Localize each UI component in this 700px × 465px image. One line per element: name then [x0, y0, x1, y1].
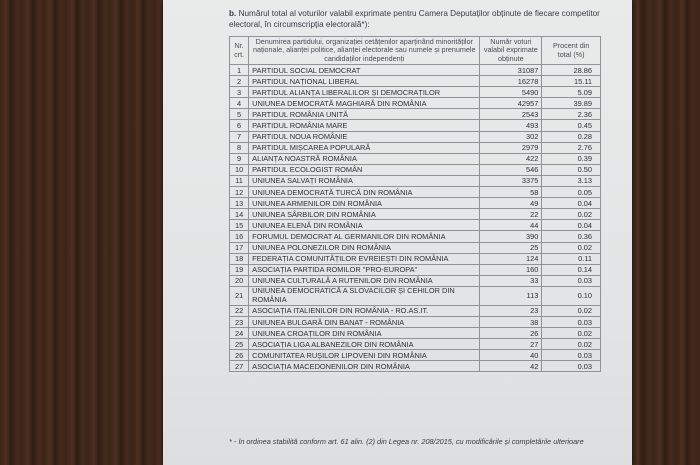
cell-nr: 16: [230, 231, 249, 242]
cell-nr: 8: [230, 142, 249, 153]
cell-nr: 10: [230, 164, 249, 175]
cell-votes: 40: [480, 350, 542, 361]
footnote: * - în ordinea stabilită conform art. 61 alin. (2) din Legea nr. 208/2015, cu modificările și completările ulterioare: [229, 437, 584, 446]
cell-name: UNIUNEA DEMOCRATĂ TURCĂ DIN ROMÂNIA: [249, 187, 480, 198]
results-table: [229, 36, 601, 372]
header-pct: Procent din total (%): [542, 37, 601, 65]
cell-votes: 546: [480, 164, 542, 175]
cell-nr: 2: [230, 76, 249, 87]
cell-votes: 302: [480, 131, 542, 142]
cell-name: ASOCIAȚIA ITALIENILOR DIN ROMÂNIA - RO.AS.IT.: [249, 305, 480, 316]
table-row: [230, 339, 601, 350]
cell-nr: 12: [230, 187, 249, 198]
section-letter: b.: [229, 9, 237, 18]
cell-name: PARTIDUL ALIANȚA LIBERALILOR ȘI DEMOCRAȚILOR: [249, 87, 480, 98]
table-row: [230, 109, 601, 120]
cell-name: PARTIDUL ECOLOGIST ROMÂN: [249, 164, 480, 175]
cell-votes: 124: [480, 253, 542, 264]
document-page: [163, 0, 632, 465]
cell-pct: 0.14: [542, 264, 601, 275]
cell-pct: 0.03: [542, 361, 601, 372]
cell-pct: 0.02: [542, 339, 601, 350]
cell-nr: 11: [230, 175, 249, 186]
cell-votes: 58: [480, 187, 542, 198]
cell-votes: 5490: [480, 87, 542, 98]
cell-nr: 7: [230, 131, 249, 142]
cell-name: UNIUNEA CULTURALĂ A RUTENILOR DIN ROMÂNIA: [249, 275, 480, 286]
cell-nr: 4: [230, 98, 249, 109]
cell-name: ASOCIAȚIA LIGA ALBANEZILOR DIN ROMÂNIA: [249, 339, 480, 350]
table-row: [230, 286, 601, 305]
cell-name: UNIUNEA DEMOCRATĂ MAGHIARĂ DIN ROMÂNIA: [249, 98, 480, 109]
cell-name: UNIUNEA DEMOCRATICĂ A SLOVACILOR ȘI CEHILOR DIN ROMÂNIA: [249, 286, 480, 305]
cell-pct: 0.02: [542, 305, 601, 316]
cell-pct: 0.05: [542, 187, 601, 198]
cell-votes: 31087: [480, 65, 542, 76]
cell-votes: 42957: [480, 98, 542, 109]
cell-votes: 160: [480, 264, 542, 275]
cell-name: COMUNITATEA RUȘILOR LIPOVENI DIN ROMÂNIA: [249, 350, 480, 361]
cell-name: FORUMUL DEMOCRAT AL GERMANILOR DIN ROMÂNIA: [249, 231, 480, 242]
cell-pct: 2.76: [542, 142, 601, 153]
table-row: [230, 175, 601, 186]
header-name: Denumirea partidului, organizației cetățenilor aparținând minorităților naționale, alianței politice, alianței electorale sau numele și prenumele candidaților independenți: [249, 37, 480, 65]
cell-votes: 27: [480, 339, 542, 350]
table-row: [230, 253, 601, 264]
cell-nr: 23: [230, 316, 249, 327]
cell-nr: 19: [230, 264, 249, 275]
cell-nr: 3: [230, 87, 249, 98]
cell-name: PARTIDUL SOCIAL DEMOCRAT: [249, 65, 480, 76]
table-row: [230, 305, 601, 316]
cell-votes: 49: [480, 198, 542, 209]
cell-pct: 2.36: [542, 109, 601, 120]
table-row: [230, 164, 601, 175]
cell-pct: 0.45: [542, 120, 601, 131]
cell-votes: 3375: [480, 175, 542, 186]
cell-pct: 0.10: [542, 286, 601, 305]
cell-pct: 0.03: [542, 316, 601, 327]
cell-name: UNIUNEA POLONEZILOR DIN ROMÂNIA: [249, 242, 480, 253]
table-row: [230, 98, 601, 109]
table-body: [230, 65, 601, 372]
table-row: [230, 316, 601, 327]
cell-pct: 0.03: [542, 275, 601, 286]
table-row: [230, 275, 601, 286]
cell-name: FEDERAȚIA COMUNITĂȚILOR EVREIEȘTI DIN ROMÂNIA: [249, 253, 480, 264]
table-row: [230, 264, 601, 275]
cell-name: ASOCIAȚIA PARTIDA ROMILOR "PRO-EUROPA": [249, 264, 480, 275]
cell-nr: 20: [230, 275, 249, 286]
table-row: [230, 361, 601, 372]
cell-name: PARTIDUL ROMÂNIA UNITĂ: [249, 109, 480, 120]
section-heading-text: Numărul total al voturilor valabil exprimate pentru Camera Deputaților obținute de fiecare competitor electoral, în circumscripția electorală*):: [229, 9, 600, 29]
cell-pct: 39.89: [542, 98, 601, 109]
cell-nr: 15: [230, 220, 249, 231]
cell-pct: 0.11: [542, 253, 601, 264]
cell-nr: 14: [230, 209, 249, 220]
table-row: [230, 242, 601, 253]
table-row: [230, 131, 601, 142]
cell-votes: 16278: [480, 76, 542, 87]
table-row: [230, 87, 601, 98]
cell-nr: 5: [230, 109, 249, 120]
cell-votes: 38: [480, 316, 542, 327]
table-row: [230, 120, 601, 131]
cell-name: ASOCIAȚIA MACEDONENILOR DIN ROMÂNIA: [249, 361, 480, 372]
cell-votes: 42: [480, 361, 542, 372]
cell-votes: 33: [480, 275, 542, 286]
cell-pct: 0.39: [542, 153, 601, 164]
header-votes: Număr voturi valabil exprimate obținute: [480, 37, 542, 65]
cell-pct: 0.03: [542, 350, 601, 361]
cell-nr: 21: [230, 286, 249, 305]
table-row: [230, 209, 601, 220]
section-heading: [229, 8, 609, 30]
cell-votes: 493: [480, 120, 542, 131]
cell-pct: 5.09: [542, 87, 601, 98]
table-row: [230, 220, 601, 231]
cell-pct: 0.28: [542, 131, 601, 142]
cell-nr: 9: [230, 153, 249, 164]
table-row: [230, 231, 601, 242]
cell-pct: 0.04: [542, 198, 601, 209]
cell-name: ALIANȚA NOASTRĂ ROMÂNIA: [249, 153, 480, 164]
cell-pct: 28.86: [542, 65, 601, 76]
cell-pct: 0.04: [542, 220, 601, 231]
cell-pct: 15.11: [542, 76, 601, 87]
cell-nr: 13: [230, 198, 249, 209]
table-row: [230, 142, 601, 153]
table-row: [230, 65, 601, 76]
table-row: [230, 153, 601, 164]
wood-background-right: [632, 0, 700, 465]
cell-name: UNIUNEA SÂRBILOR DIN ROMÂNIA: [249, 209, 480, 220]
table-header-row: [230, 37, 601, 65]
cell-nr: 17: [230, 242, 249, 253]
cell-votes: 2979: [480, 142, 542, 153]
cell-votes: 390: [480, 231, 542, 242]
cell-votes: 26: [480, 328, 542, 339]
cell-votes: 44: [480, 220, 542, 231]
cell-votes: 25: [480, 242, 542, 253]
cell-pct: 0.36: [542, 231, 601, 242]
table-row: [230, 76, 601, 87]
cell-votes: 22: [480, 209, 542, 220]
cell-name: UNIUNEA BULGARĂ DIN BANAT - ROMÂNIA: [249, 316, 480, 327]
cell-nr: 6: [230, 120, 249, 131]
cell-pct: 0.50: [542, 164, 601, 175]
cell-name: UNIUNEA SALVAȚI ROMÂNIA: [249, 175, 480, 186]
wood-background-left: [0, 0, 163, 465]
cell-nr: 27: [230, 361, 249, 372]
cell-name: UNIUNEA CROAȚILOR DIN ROMÂNIA: [249, 328, 480, 339]
cell-votes: 23: [480, 305, 542, 316]
cell-name: PARTIDUL MIȘCAREA POPULARĂ: [249, 142, 480, 153]
cell-name: PARTIDUL ROMÂNIA MARE: [249, 120, 480, 131]
table-row: [230, 187, 601, 198]
table-row: [230, 198, 601, 209]
cell-nr: 22: [230, 305, 249, 316]
cell-name: PARTIDUL NOUA ROMÂNIE: [249, 131, 480, 142]
header-nr: Nr. crt.: [230, 37, 249, 65]
table-row: [230, 350, 601, 361]
cell-name: PARTIDUL NAȚIONAL LIBERAL: [249, 76, 480, 87]
cell-nr: 18: [230, 253, 249, 264]
cell-pct: 0.02: [542, 242, 601, 253]
cell-nr: 25: [230, 339, 249, 350]
cell-name: UNIUNEA ARMENILOR DIN ROMÂNIA: [249, 198, 480, 209]
table-row: [230, 328, 601, 339]
cell-name: UNIUNEA ELENĂ DIN ROMÂNIA: [249, 220, 480, 231]
cell-pct: 0.02: [542, 328, 601, 339]
cell-nr: 1: [230, 65, 249, 76]
cell-votes: 2543: [480, 109, 542, 120]
cell-votes: 422: [480, 153, 542, 164]
cell-nr: 26: [230, 350, 249, 361]
cell-pct: 3.13: [542, 175, 601, 186]
cell-votes: 113: [480, 286, 542, 305]
cell-pct: 0.02: [542, 209, 601, 220]
cell-nr: 24: [230, 328, 249, 339]
